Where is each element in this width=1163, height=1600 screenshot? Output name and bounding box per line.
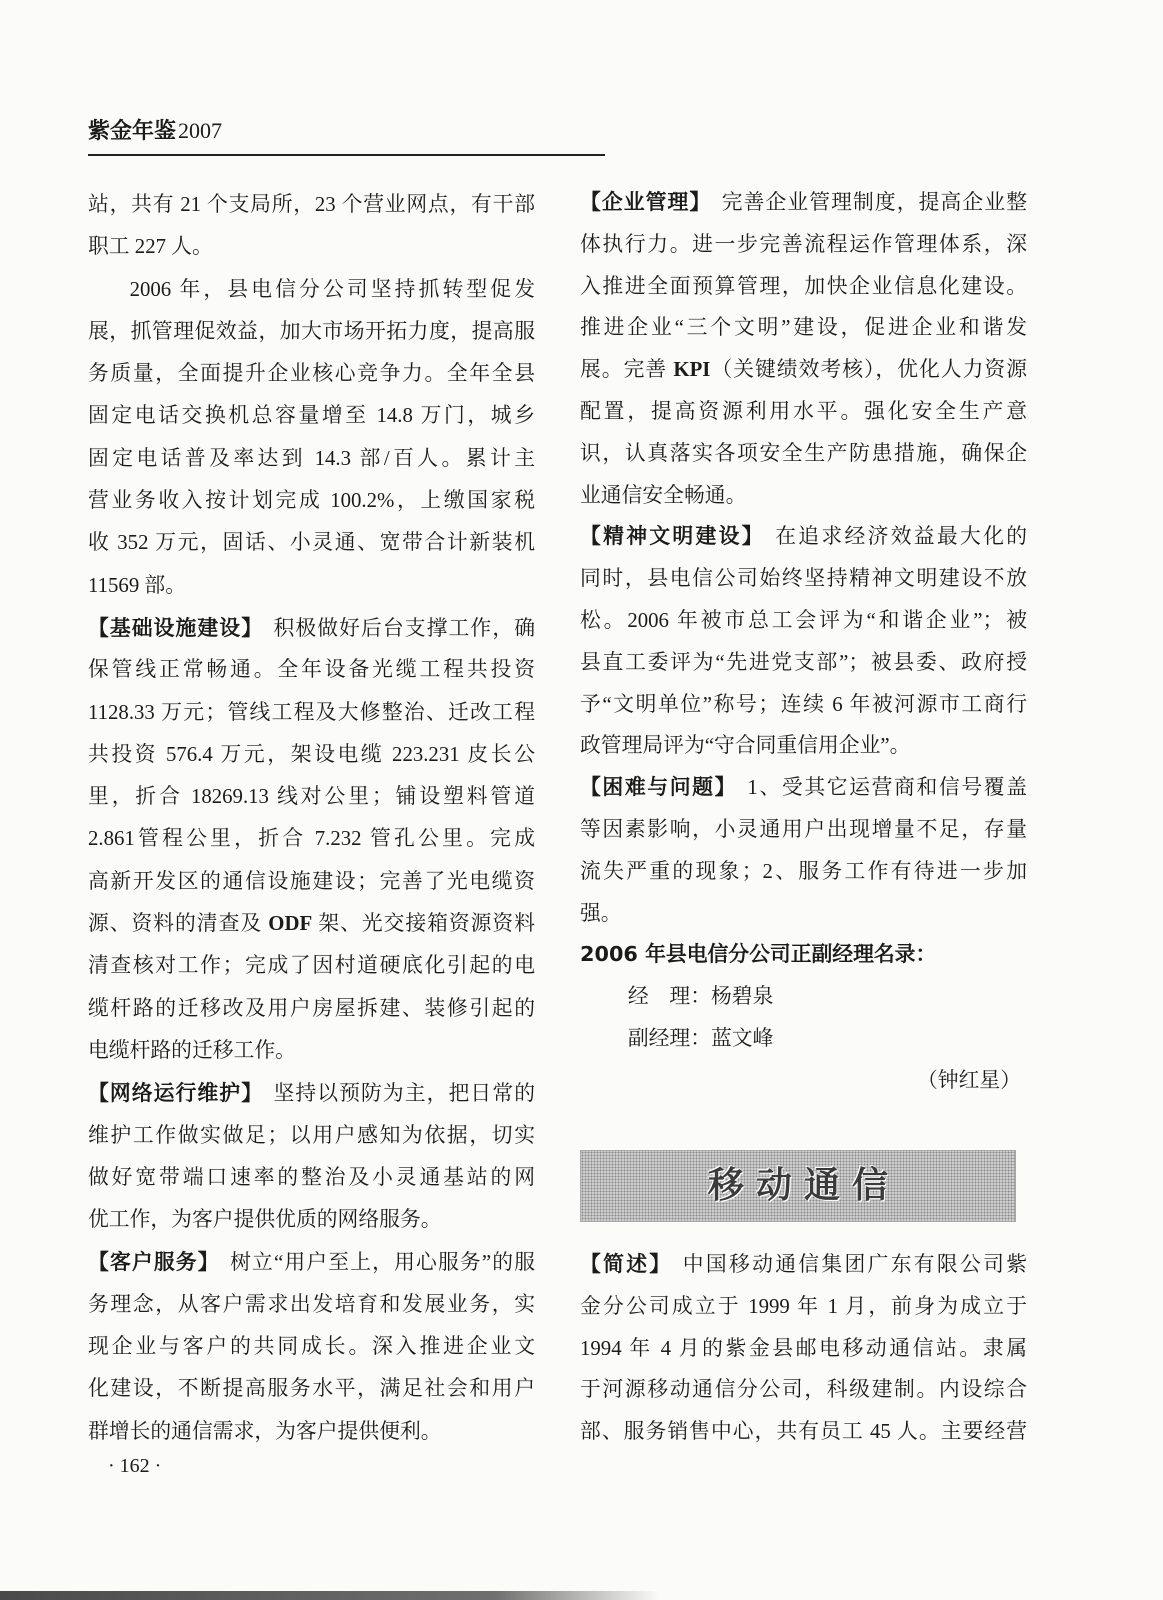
text-run: 坚持以预防为主，把日常的 [273,1082,535,1106]
text-run: 中国移动通信集团广东有限公司紫 [682,1253,1028,1276]
text-line: 现企业与客户的共同成长。深入推进企业文 [88,1335,535,1359]
text-line: 等因素影响，小灵通用户出现增量不足，存量 [580,817,1027,841]
text-line: 政管理局评为“守合同重信用企业”。 [580,734,911,758]
text-line [88,903,535,945]
text-run: （关键绩效考核），优化人力资源 [710,358,1027,382]
mobile-section [580,1244,1027,1453]
text-line: 入推进全面预算管理，加快企业信息化建设。 [580,274,1027,298]
section-heading-management: 【企业管理】 [580,190,712,214]
text-run: 展。完善 [580,358,674,382]
text-line: 1994 年 4 月的紫金县邮电移动通信站。隶属 [580,1336,1027,1360]
text-line: 业通信安全畅通。 [580,483,747,507]
text-line: 站，共有 21 个支局所，23 个营业网点，有干部 [88,193,535,216]
text-line: 做好宽带端口速率的整治及小灵通基站的网 [88,1165,535,1189]
text-line [580,182,1027,224]
text-line: 部、服务销售中心，共有员工 45 人。主要经营 [580,1420,1027,1444]
text-run-bold: ODF [268,912,313,936]
text-line: 11569 部。 [88,573,187,597]
section-banner [580,1150,1016,1222]
text-line: 缆杆路的迁移改及用户房屋拆建、装修引起的 [88,996,535,1020]
text-line: 务质量，全面提升企业核心竞争力。全年全县 [88,362,535,386]
right-column [580,182,1027,1102]
text-run: 在追求经济效益最大化的 [775,525,1028,549]
text-line: 同时，县电信公司始终坚持精神文明建设不放 [580,567,1027,591]
yearbook-title: 紫金年鉴 [88,119,177,144]
section-heading-problems: 【困难与问题】 [580,775,738,800]
text-line: 推进企业“三个文明”建设，促进企业和谐发 [580,316,1027,340]
manager-list-heading: 2006 年县电信分公司正副经理名录： [580,942,937,967]
text-run: 1、受其它运营商和信号覆盖 [747,776,1028,800]
text-line: 配置，提高资源利用水平。强化安全生产意 [580,399,1027,423]
text-line: 高新开发区的通信设施建设；完善了光电缆资 [88,869,535,893]
text-line: 松。2006 年被市总工会评为“和谐企业”；被 [580,608,1027,632]
section-heading-network: 【网络运行维护】 [88,1081,264,1106]
scan-edge-shadow [0,1591,660,1600]
text-line: 予“文明单位”称号；连续 6 年被河源市工商行 [580,692,1027,716]
text-line [88,607,535,649]
left-column [88,184,535,1453]
text-line: 流失严重的现象；2、服务工作有待进一步加 [580,859,1027,883]
text-line: 优工作，为客户提供优质的网络服务。 [88,1208,442,1232]
text-line: 展，抓管理促效益，加大市场开拓力度，提高服 [88,319,535,343]
text-run: 架、光交接箱资源资料 [312,912,535,936]
text-line [88,1241,535,1283]
deputy-manager-entry: 副经理：蓝文峰 [627,1026,774,1050]
text-line: 群增长的通信需求，为客户提供便利。 [88,1419,442,1443]
text-line: 保管线正常畅通。全年设备光缆工程共投资 [88,658,535,682]
text-line: 化建设，不断提高服务水平，满足社会和用户 [88,1377,535,1401]
text-line: 体执行力。进一步完善流程运作管理体系，深 [580,232,1027,256]
section-heading-culture: 【精神文明建设】 [580,524,765,549]
text-line [580,516,1027,558]
text-line [580,767,1027,809]
text-line: 电缆杆路的迁移工作。 [88,1038,296,1062]
text-line: 2006 年，县电信分公司坚持抓转型促发 [129,277,535,301]
text-run: 源、资料的清查及 [88,912,269,936]
text-line: 强。 [580,901,622,925]
text-run: 树立“用户至上，用心服务”的服 [230,1251,535,1275]
text-line: 清查核对工作；完成了因村道硬底化引起的电 [88,954,535,978]
text-line: 县直工委评为“先进党支部”；被县委、政府授 [580,650,1027,674]
text-line: 务理念，从客户需求出发培育和发展业务，实 [88,1292,535,1316]
text-line: 1128.33 万元；管线工程及大修整治、迁改工程 [88,700,535,724]
running-header [88,114,222,148]
section-heading-overview: 【简述】 [580,1252,673,1276]
text-line: 收 352 万元，固话、小灵通、宽带合计新装机 [88,531,535,555]
text-line [580,1244,1027,1286]
manager-entry: 经 理：杨碧泉 [627,985,774,1009]
text-line: 于河源移动通信分公司，科级建制。内设综合 [580,1378,1027,1402]
text-line [580,349,1027,391]
author-credit: （钟红星） [917,1068,1021,1092]
text-line: 里，折合 18269.13 线对公里；铺设塑料管道 [88,785,535,809]
text-run: 积极做好后台支撑工作，确 [273,616,535,640]
text-line: 维护工作做实做足；以用户感知为依据，切实 [88,1123,535,1147]
yearbook-year: 2007 [178,118,223,143]
page-number: · 162 · [108,1455,162,1477]
banner-title: 移动通信 [707,1165,900,1206]
text-line: 营业务收入按计划完成 100.2%，上缴国家税 [88,489,535,513]
text-line: 共投资 576.4 万元，架设电缆 223.231 皮长公 [88,742,535,766]
section-heading-infrastructure: 【基础设施建设】 [88,615,264,640]
text-run-bold: KPI [673,358,711,382]
text-line: 固定电话普及率达到 14.3 部/百人。累计主 [88,446,535,470]
text-run: 完善企业管理制度，提高企业整 [721,191,1028,214]
text-line [88,1072,535,1114]
text-line: 识，认真落实各项安全生产防患措施，确保企 [580,441,1027,465]
text-line: 2.861管程公里，折合 7.232 管孔公里。完成 [88,827,535,851]
header-rule [88,154,605,156]
text-line: 职工 227 人。 [88,235,213,259]
text-line: 固定电话交换机总容量增至 14.8 万门，城乡 [88,404,535,428]
section-heading-customer: 【客户服务】 [88,1250,220,1275]
text-line: 金分公司成立于 1999 年 1 月，前身为成立于 [580,1294,1027,1318]
